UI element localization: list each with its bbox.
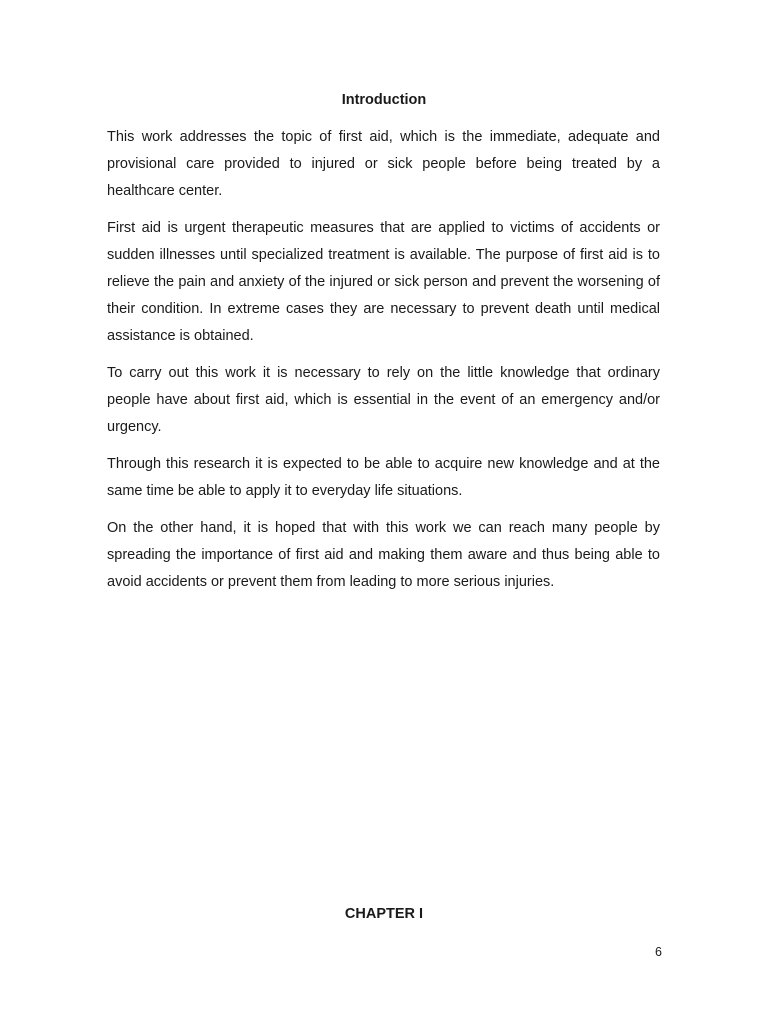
paragraph-4: Through this research it is expected to be able to acquire new knowledge and at the same time be able to apply it to everyday life situations. [107, 456, 660, 499]
page-title: Introduction [341, 92, 427, 108]
paragraph-3: To carry out this work it is necessary to rely on the little knowledge that ordinary people have about first aid, which is essential in the event of an emergency and/or urgency. [107, 365, 660, 435]
paragraph-1: This work addresses the topic of first aid, which is the immediate, adequate and provisional care provided to injured or sick people before being treated by a healthcare center. [107, 129, 660, 199]
paragraph-5: On the other hand, it is hoped that with this work we can reach many people by spreading the importance of first aid and making them aware and thus being able to avoid accidents or prevent them from leading to more serious injuries. [107, 520, 660, 590]
body-text [107, 124, 660, 606]
chapter-heading: CHAPTER I [344, 906, 424, 922]
page-number: 6 [655, 945, 662, 959]
paragraph-2: First aid is urgent therapeutic measures that are applied to victims of accidents or sudden illnesses until specialized treatment is available. The purpose of first aid is to relieve the pain and anxiety of the injured or sick person and prevent the worsening of their condition. In extreme cases they are necessary to prevent death until medical assistance is obtained. [107, 220, 660, 344]
